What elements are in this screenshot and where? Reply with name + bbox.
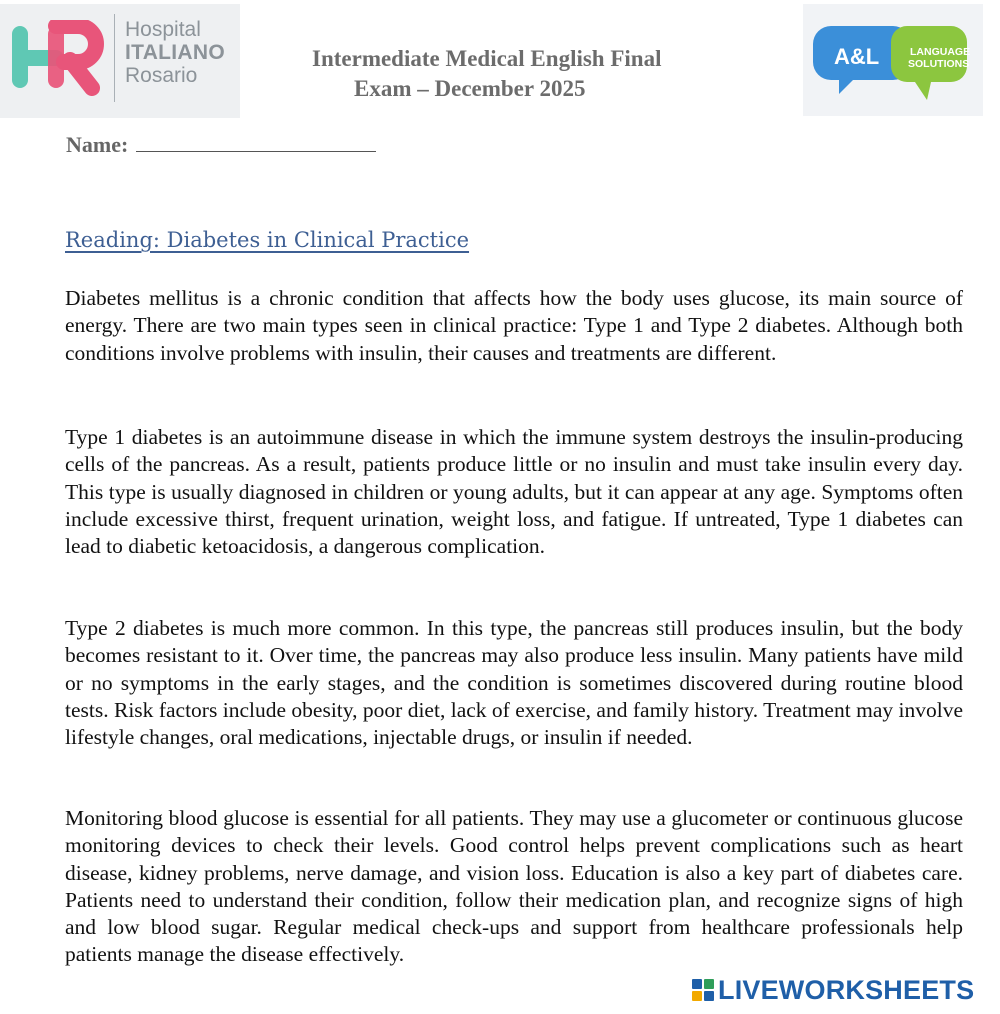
- liveworksheets-grid-icon: [692, 979, 714, 1001]
- exam-title: [290, 44, 710, 104]
- logo-divider: [114, 14, 115, 102]
- name-field: [66, 132, 376, 158]
- name-blank-line[interactable]: [136, 133, 376, 152]
- name-label: Name:: [66, 132, 129, 157]
- liveworksheets-watermark[interactable]: [692, 974, 974, 1006]
- reading-heading: Reading: Diabetes in Clinical Practice: [65, 228, 470, 252]
- hospital-logo: [0, 4, 240, 118]
- reading-paragraph-1: Diabetes mellitus is a chronic condition that affects how the body uses glucose, its main source of energy. There are two main types seen in clinical practice: Type 1 and Type 2 diabetes. Although both conditions involve problems with insulin, their causes and treatments are different.: [65, 286, 963, 365]
- reading-paragraph-4: Monitoring blood glucose is essential for all patients. They may use a glucometer or continuous glucose monitoring devices to check their levels. Good control helps prevent complications such as heart disease, kidney problems, nerve damage, and vision loss. Education is also a key part of diabetes care. Patients need to understand their condition, follow their medication plan, and recognize signs of high and low blood sugar. Regular medical check-ups and support from healthcare professionals help patients manage the disease effectively.: [65, 806, 963, 967]
- liveworksheets-text: LIVEWORKSHEETS: [718, 974, 975, 1005]
- exam-title-line2: Exam – December 2025: [354, 76, 586, 101]
- hospital-name-line2: ITALIANO: [125, 41, 225, 64]
- hospital-name-line3: Rosario: [125, 64, 198, 87]
- language-school-logo: [803, 4, 983, 116]
- hospital-name-line1: Hospital: [125, 18, 201, 41]
- hospital-hr-mark-icon: [8, 20, 104, 100]
- reading-paragraph-2: Type 1 diabetes is an autoimmune disease in which the immune system destroys the insulin-producing cells of the pancreas. As a result, patients produce little or no insulin and must take insulin every day. This type is usually diagnosed in children or young adults, but it can appear at any age. Symptoms often include excessive thirst, frequent urination, weight loss, and fatigue. If untreated, Type 1 diabetes can lead to diabetic ketoacidosis, a dangerous complication.: [65, 425, 963, 559]
- hospital-name: [125, 18, 225, 87]
- reading-paragraph-3: Type 2 diabetes is much more common. In this type, the pancreas still produces insulin, but the body becomes resistant to it. Over time, the pancreas may also produce less insulin. Many patients have mild or no symptoms in the early stages, and the condition is sometimes discovered during routine blood tests. Risk factors include obesity, poor diet, lack of exercise, and family history. Treatment may involve lifestyle changes, oral medications, injectable drugs, or insulin if needed.: [65, 616, 963, 750]
- exam-title-line1: Intermediate Medical English Final: [312, 46, 662, 71]
- al-line2-text: SOLUTIONS: [908, 58, 970, 70]
- al-line1-text: LANGUAGE: [910, 46, 971, 58]
- al-brand-text: A&L: [834, 44, 880, 69]
- speech-bubbles-logo-icon: [803, 4, 983, 116]
